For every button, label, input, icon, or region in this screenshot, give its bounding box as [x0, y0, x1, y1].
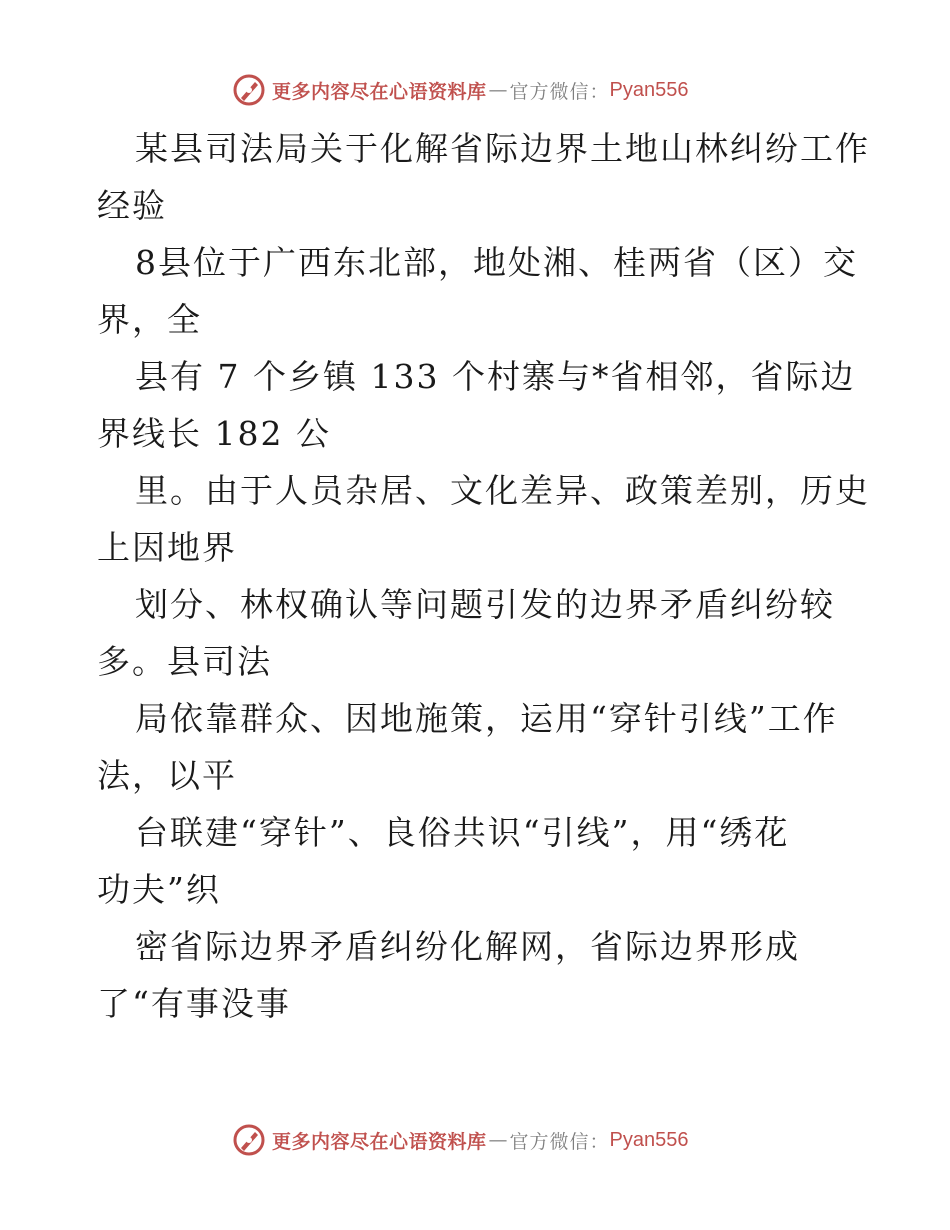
- document-title-line-2: 经验: [97, 186, 167, 225]
- paragraph-line: 界线长 182 公: [97, 414, 331, 453]
- watermark-wechat-id: Pyan556: [609, 1128, 689, 1151]
- watermark-official-label: 官方微信：: [509, 1130, 610, 1153]
- document-body: [97, 120, 870, 1032]
- footer-watermark: [232, 1122, 689, 1158]
- paragraph-line: 多。县司法: [97, 642, 272, 681]
- watermark-wechat-id: Pyan556: [609, 78, 689, 101]
- watermark-separator: —: [488, 79, 508, 101]
- watermark-brand: 更多内容尽在心语资料库: [272, 1130, 487, 1153]
- pen-logo-icon: [232, 73, 266, 107]
- watermark-brand: 更多内容尽在心语资料库: [272, 80, 487, 103]
- paragraph-line: 功夫”织: [97, 870, 221, 909]
- watermark-separator: —: [488, 1129, 508, 1151]
- paragraph-line: 台联建“穿针”、良俗共识“引线”，用“绣花: [135, 813, 790, 852]
- paragraph-line: 上因地界: [97, 528, 237, 567]
- pen-logo-icon: [232, 1123, 266, 1157]
- paragraph-line: 局依靠群众、因地施策，运用“穿针引线”工作: [135, 699, 838, 738]
- paragraph-line: 县有 7 个乡镇 133 个村寨与*省相邻，省际边: [135, 357, 856, 396]
- header-watermark: [232, 72, 689, 108]
- paragraph-line: 划分、林权确认等问题引发的边界矛盾纠纷较: [135, 585, 835, 624]
- paragraph-line: 了“有事没事: [97, 984, 291, 1023]
- paragraph-line: 界，全: [97, 300, 202, 339]
- document-title-line-1: 某县司法局关于化解省际边界土地山林纠纷工作: [135, 129, 870, 168]
- paragraph-line: 8县位于广西东北部，地处湘、桂两省（区）交: [135, 243, 858, 282]
- paragraph-line: 法，以平: [97, 756, 237, 795]
- watermark-official-label: 官方微信：: [509, 80, 610, 103]
- paragraph-line: 里。由于人员杂居、文化差异、政策差别，历史: [135, 471, 870, 510]
- paragraph-line: 密省际边界矛盾纠纷化解网，省际边界形成: [135, 927, 800, 966]
